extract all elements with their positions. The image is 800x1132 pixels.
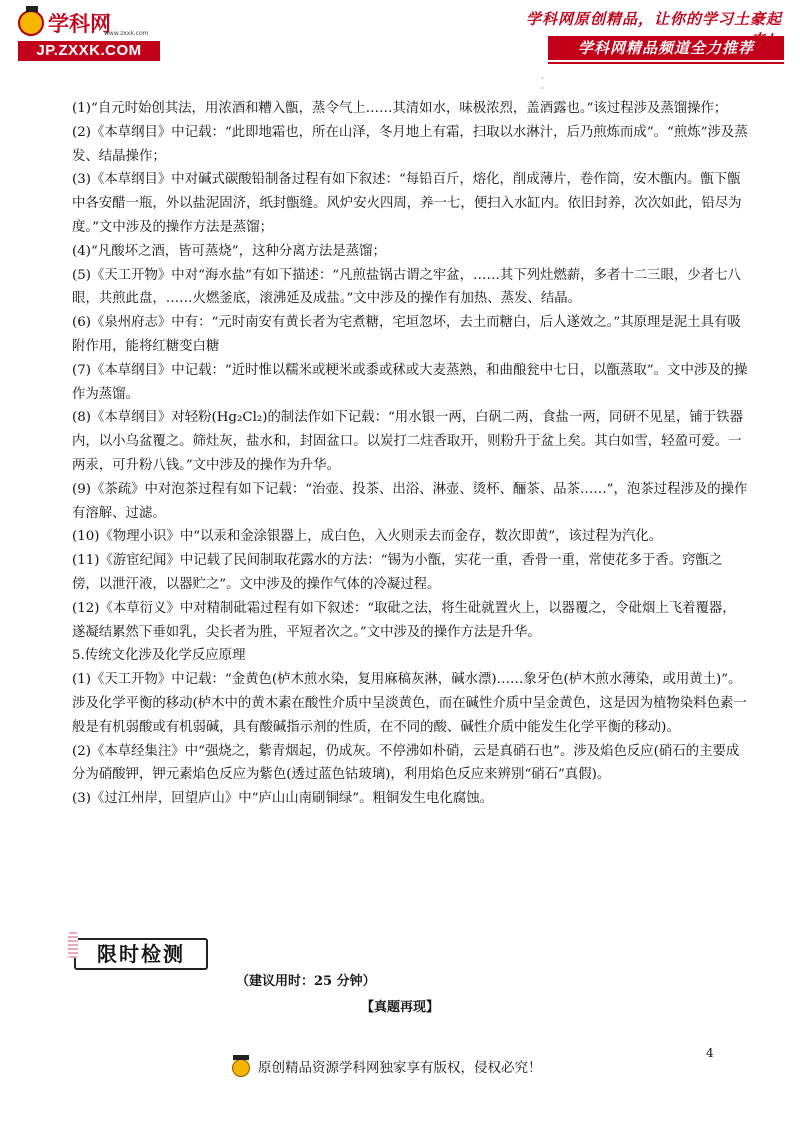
page-footer: [230, 1048, 542, 1084]
site-logo[interactable]: [18, 8, 168, 64]
section-heading: 5.传统文化涉及化学反应原理: [72, 648, 246, 664]
copyright-notice: 原创精品资源学科网独家享有版权，侵权必究！: [258, 1060, 542, 1076]
logo-name: 学科网: [48, 12, 111, 36]
list-item: (3)《本草纲目》中对碱式碳酸铅制备过程有如下叙述：“每铅百斤，熔化，削成薄片，卷作筒，安木甑内。甑下甑中各安醋一瓶，外以盐泥固济，纸封甑缝。风炉安火四周，养一七，便扫入水缸内。依旧封养，次次如此，铅尽为度。”文中涉及的操作方法是蒸馏；: [72, 172, 742, 235]
logo-url: JP.ZXXK.COM: [18, 41, 160, 61]
binder-clip-icon: [68, 932, 78, 958]
main-content: [72, 97, 748, 811]
list-item: (1)《天工开物》中记载：“金黄色(栌木煎水染，复用麻稿灰淋，碱水漂)……象牙色(栌木煎水薄染，或用黄土)”。涉及化学平衡的移动(栌木中的黄木素在酸性介质中呈淡黄色，而在碱性介质中呈金黄色，这是因为植物染料色素一般是有机弱酸或有机弱碱，具有酸碱指示剂的性质，在不同的酸、碱性介质中能发生化学平衡的移动)。: [72, 672, 747, 735]
list-item: (5)《天工开物》中对“海水盐”有如下描述：“凡煎盐锅古谓之牢盆，……其下列灶燃薪，多者十二三眼，少者七八眼，共煎此盘，……火燃釜底，滚沸延及成盐。”文中涉及的操作有加热、蒸发、结晶。: [72, 267, 741, 307]
list-item: (12)《本草衍义》中对精制砒霜过程有如下叙述：“取砒之法，将生砒就置火上，以器覆之，令砒烟上飞着覆器，遂凝结累然下垂如乳，尖长者为胜，平短者次之。”文中涉及的操作方法是升华。: [72, 600, 736, 640]
list-item: (10)《物理小识》中“以汞和金涂银器上，成白色，入火则汞去而金存，数次即黄”，该过程为汽化。: [72, 529, 663, 545]
list-item: (9)《茶疏》中对泡茶过程有如下记载：“治壶、投茶、出浴、淋壶、烫杯、酾茶、品茶……”，泡茶过程涉及的操作有溶解、过滤。: [72, 481, 748, 521]
mascot-icon: [18, 10, 44, 36]
mascot-icon: [230, 1053, 252, 1079]
header-slogan: 学科网原创精品，让你的学习土豪起: [525, 10, 782, 28]
decorative-dots: · ·: [541, 74, 544, 93]
logo-small-url: www.zxxk.com: [104, 30, 149, 37]
list-item: (7)《本草纲目》中记载：“近时惟以糯米或粳米或黍或秫或大麦蒸熟，和曲酿瓮中七日，以甑蒸取”。文中涉及的操作为蒸馏。: [72, 362, 748, 402]
list-item: (3)《过江州岸，回望庐山》中“庐山山南刷铜绿”。粗铜发生电化腐蚀。: [72, 791, 493, 807]
list-item: (2)《本草纲目》中记载：“此即地霜也，所在山泽，冬月地上有霜，扫取以水淋汁，后乃煎炼而成”。“煎炼”涉及蒸发、结晶操作；: [72, 124, 748, 164]
list-item: (8)《本草纲目》对轻粉(Hg₂Cl₂)的制法作如下记载：“用水银一两，白矾二两，食盐一两，同研不见星，铺于铁器内，以小乌盆覆之。筛灶灰，盐水和，封固盆口。以炭打二炷香取开，则粉升于盆上矣。其白如雪，轻盈可爱。一两汞，可升粉八钱。”文中涉及的操作为升华。: [72, 410, 743, 473]
list-item: (11)《游宦纪闻》中记载了民间制取花露水的方法：“锡为小甑，实花一重，香骨一重，常使花多于香。窍甑之傍，以泄汗液，以器贮之”。文中涉及的操作气体的冷凝过程。: [72, 553, 723, 592]
list-item: (1)“自元时始创其法，用浓酒和糟入甑，蒸令气上……其清如水，味极浓烈，盖酒露也。”该过程涉及蒸馏操作；: [72, 101, 728, 116]
page-number: 4: [706, 1046, 714, 1060]
page-header: [0, 0, 800, 93]
header-banner: 学科网精品频道全力推荐: [548, 36, 784, 60]
list-item: (6)《泉州府志》中有：“元时南安有黄长者为宅煮糖，宅垣忽坏，去土而糖白，后人遂效之。”其原理是泥土具有吸附作用，能将红糖变白糖: [72, 315, 741, 354]
subsection-heading: 【真题再现】: [360, 1000, 439, 1015]
suggested-time: （建议用时：25 分钟）: [236, 974, 376, 989]
list-item: (4)“凡酸坏之酒，皆可蒸烧”，这种分离方法是蒸馏；: [72, 243, 386, 259]
timed-test-title: 限时检测: [74, 938, 208, 970]
list-item: (2)《本草经集注》中“强烧之，紫青烟起，仍成灰。不停沸如朴硝，云是真硝石也”。涉及焰色反应(硝石的主要成分为硝酸钾，钾元素焰色反应为紫色(透过蓝色钴玻璃)，利用焰色反应来辨别“硝石”真假)。: [72, 743, 740, 783]
banner-divider: [548, 62, 784, 64]
timed-test-badge: [74, 938, 214, 970]
